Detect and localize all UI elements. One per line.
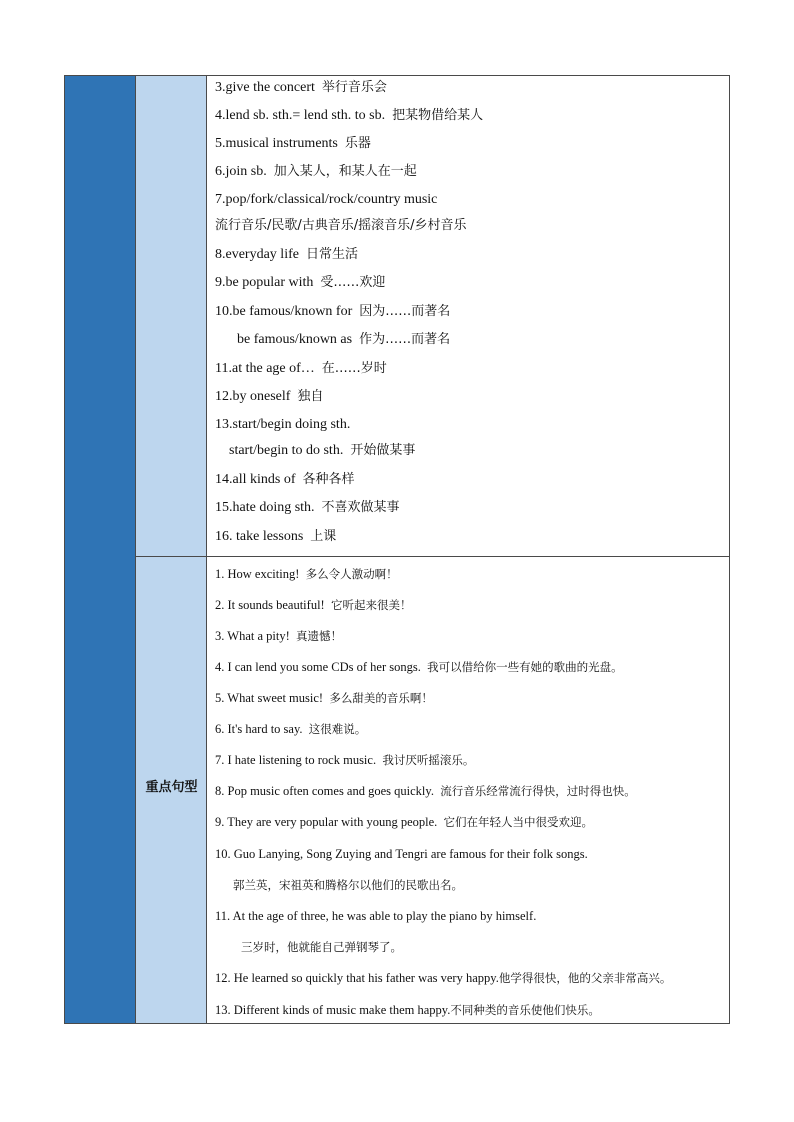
sentence-item: 3. What a pity! 真遗憾！ bbox=[215, 629, 342, 643]
sentence-item: 2. It sounds beautiful! 它听起来很美！ bbox=[215, 598, 412, 612]
sentence-item: 11. At the age of three, he was able to play the piano by himself. bbox=[215, 909, 537, 923]
sentence-item: 6. It's hard to say. 这很难说。 bbox=[215, 722, 367, 736]
phrase-item: 16. take lessons 上课 bbox=[215, 529, 337, 544]
sentence-item: 4. I can lend you some CDs of her songs. 我可以借给你一些有她的歌曲的光盘。 bbox=[215, 660, 623, 674]
phrase-item: 15.hate doing sth. 不喜欢做某事 bbox=[215, 500, 400, 515]
phrase-item: 7.pop/fork/classical/rock/country music bbox=[215, 192, 438, 207]
sentence-item: 5. What sweet music! 多么甜美的音乐啊！ bbox=[215, 691, 433, 705]
phrase-item: 10.be famous/known for 因为……而著名 bbox=[215, 304, 451, 319]
phrase-item-translation: 流行音乐/民歌/古典音乐/摇滚音乐/乡村音乐 bbox=[215, 218, 467, 233]
category-column bbox=[136, 76, 207, 1023]
phrase-item: 3.give the concert 举行音乐会 bbox=[215, 80, 387, 95]
sentence-item: 1. How exciting! 多么令人激动啊！ bbox=[215, 567, 398, 581]
phrase-item: be famous/known as 作为……而著名 bbox=[237, 332, 451, 347]
sentence-item-translation: 三岁时，他就能自己弹钢琴了。 bbox=[241, 940, 402, 954]
phrase-item: start/begin to do sth. 开始做某事 bbox=[229, 443, 416, 458]
row-divider bbox=[136, 556, 729, 557]
phrase-item: 5.musical instruments 乐器 bbox=[215, 136, 371, 151]
phrase-item: 9.be popular with 受……欢迎 bbox=[215, 275, 386, 290]
phrase-item: 6.join sb. 加入某人，和某人在一起 bbox=[215, 164, 417, 179]
sentence-item: 7. I hate listening to rock music. 我讨厌听摇滚乐。 bbox=[215, 753, 475, 767]
sentence-item: 13. Different kinds of music make them happy.不同种类的音乐使他们快乐。 bbox=[215, 1003, 600, 1017]
section-label-key-sentences: 重点句型 bbox=[145, 780, 198, 795]
phrase-item: 13.start/begin doing sth. bbox=[215, 417, 351, 432]
phrase-item: 8.everyday life 日常生活 bbox=[215, 247, 358, 262]
sentence-item: 8. Pop music often comes and goes quickly. 流行音乐经常流行得快，过时得也快。 bbox=[215, 784, 636, 798]
phrase-item: 14.all kinds of 各种各样 bbox=[215, 472, 355, 487]
phrase-item: 12.by oneself 独自 bbox=[215, 389, 324, 404]
left-color-column bbox=[65, 76, 136, 1023]
sentence-item: 12. He learned so quickly that his father was very happy.他学得很快，他的父亲非常高兴。 bbox=[215, 971, 672, 985]
phrase-item: 11.at the age of… 在……岁时 bbox=[215, 361, 387, 376]
phrase-item: 4.lend sb. sth.= lend sth. to sb. 把某物借给某人 bbox=[215, 108, 484, 123]
sentence-item: 10. Guo Lanying, Song Zuying and Tengri are famous for their folk songs. bbox=[215, 847, 588, 861]
sentence-item: 9. They are very popular with young people. 它们在年轻人当中很受欢迎。 bbox=[215, 815, 594, 829]
vocabulary-table bbox=[64, 75, 730, 1024]
sentence-item-translation: 郭兰英，宋祖英和腾格尔以他们的民歌出名。 bbox=[233, 878, 463, 892]
